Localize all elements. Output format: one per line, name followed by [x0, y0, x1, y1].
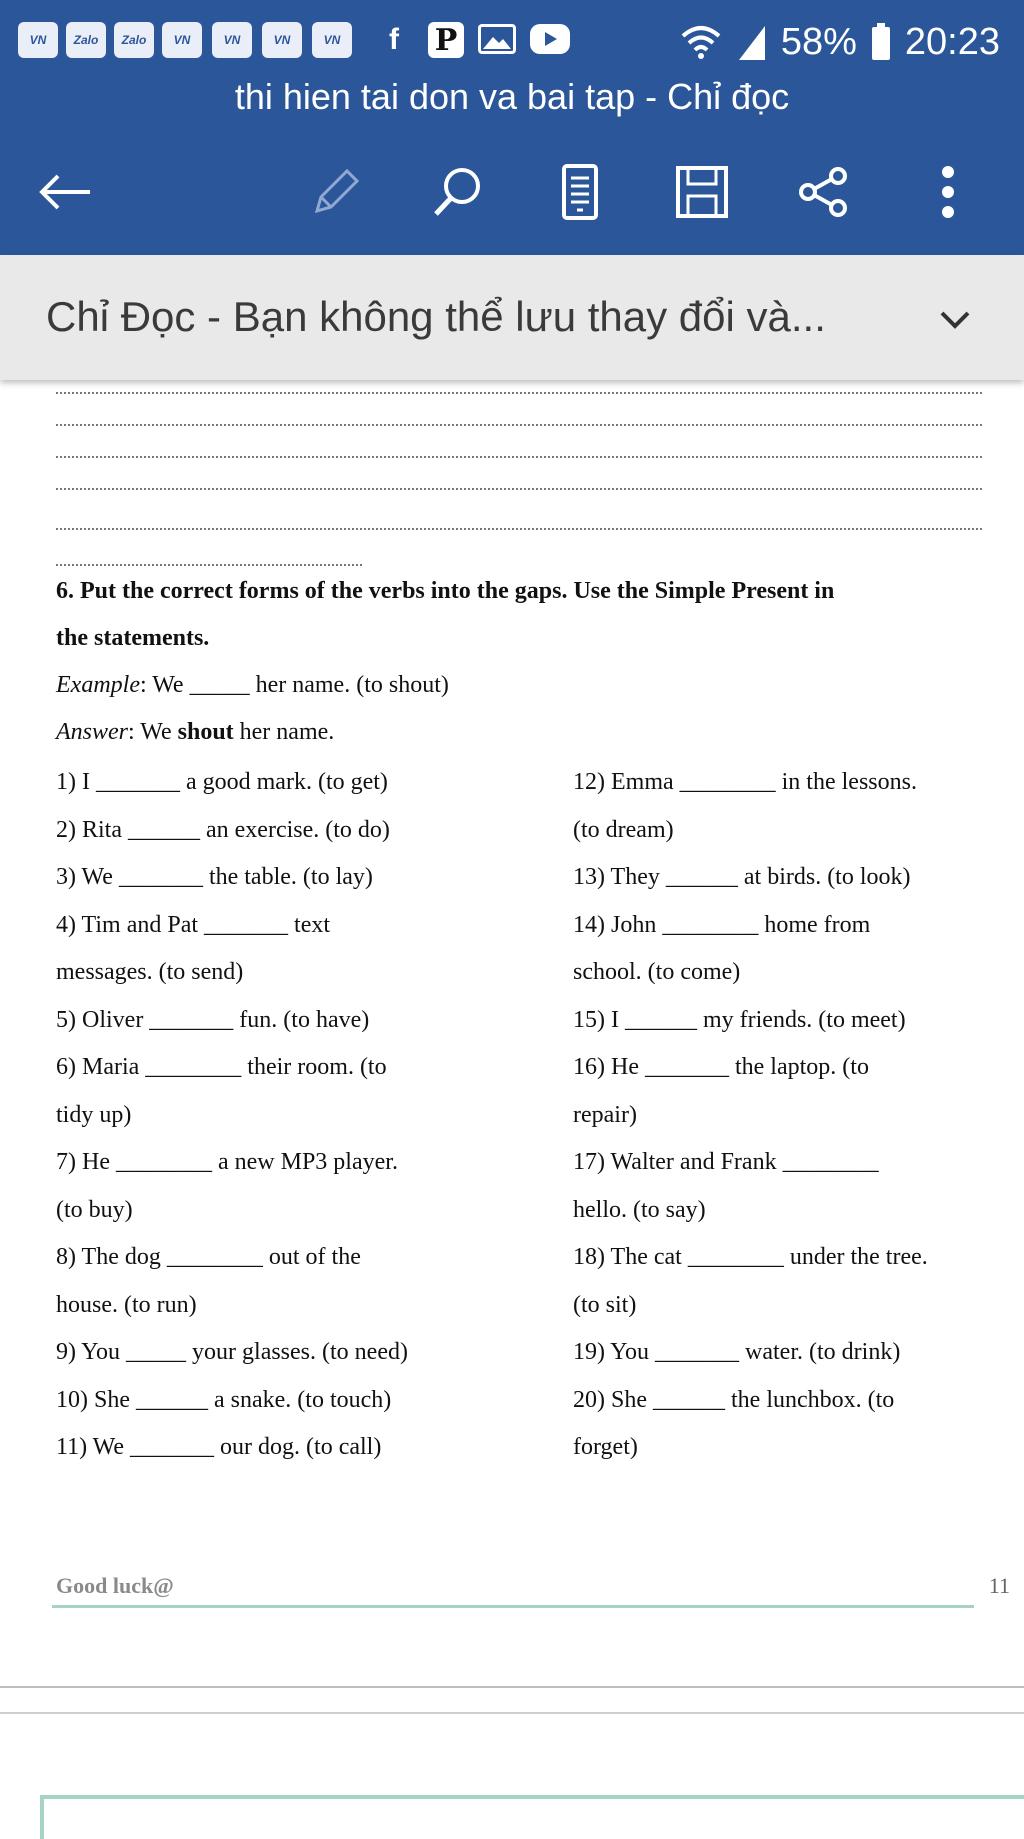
app-header [0, 0, 1024, 255]
exercise-line: 5) Oliver _______ fun. (to have) [56, 1006, 370, 1033]
zalo-icon: Zalo [114, 22, 154, 58]
answer-dotted-line [56, 392, 982, 394]
clock: 20:23 [904, 20, 1000, 63]
exercise-left-column [56, 759, 408, 1472]
page-separator [0, 1686, 1024, 1688]
answer-dotted-line [56, 456, 982, 458]
exercise-line: 8) The dog ________ out of the [56, 1244, 361, 1270]
exercise-line: 20) She ______ the lunchbox. (to [573, 1386, 895, 1413]
exercise-line: 10) She ______ a snake. (to touch) [56, 1386, 392, 1413]
read-only-banner[interactable] [0, 255, 1024, 380]
answer-dotted-line [56, 564, 362, 566]
answer-post: her name. [233, 719, 335, 745]
exercise-line: 2) Rita ______ an exercise. (to do) [56, 816, 390, 843]
answer-bold: shout [177, 719, 234, 745]
exercise-line: 9) You _____ your glasses. (to need) [56, 1339, 408, 1365]
page-number: 11 [988, 1573, 1010, 1598]
battery-icon [871, 23, 891, 61]
wifi-icon [679, 22, 723, 62]
exercise-heading [56, 568, 834, 756]
vn-news-icon: VN [212, 22, 252, 58]
exercise-line: school. (to come) [573, 959, 741, 985]
example-label: Example [56, 672, 140, 698]
search-icon[interactable] [428, 162, 488, 222]
answer-label: Answer [56, 719, 128, 745]
exercise-line: messages. (to send) [56, 959, 244, 985]
page-separator [0, 1712, 1024, 1714]
exercise-line: hello. (to say) [573, 1196, 706, 1223]
answer-line [56, 709, 834, 756]
exercise-line: 19) You _______ water. (to drink) [573, 1339, 901, 1365]
vn-news-icon: VN [262, 22, 302, 58]
battery-percent: 58% [780, 20, 857, 63]
exercise-line: repair) [573, 1101, 637, 1128]
exercise-line: 17) Walter and Frank ________ [573, 1149, 879, 1175]
exercise-line: 7) He ________ a new MP3 player. [56, 1149, 398, 1175]
document-title: thi hien tai don va bai tap - Chỉ đọc [234, 76, 790, 117]
back-arrow-icon[interactable] [34, 162, 94, 222]
exercise-line: 15) I ______ my friends. (to meet) [573, 1006, 906, 1033]
edit-pencil-icon[interactable] [306, 162, 366, 222]
exercise-line: 16) He _______ the laptop. (to [573, 1054, 869, 1080]
answer-pre: : We [128, 719, 178, 745]
example-text: : We _____ her name. (to shout) [139, 672, 449, 698]
more-options-icon[interactable] [918, 162, 978, 222]
signal-icon [737, 22, 767, 62]
zalo-icon: Zalo [66, 22, 106, 58]
read-only-message: Chỉ Đọc - Bạn không thể lưu thay đổi và... [46, 293, 826, 340]
exercise-line: (to sit) [573, 1291, 637, 1318]
answer-dotted-line [56, 528, 982, 530]
exercise-line: (to dream) [573, 816, 674, 843]
exercise-line: 14) John ________ home from [573, 911, 871, 938]
heading-line: 6. Put the correct forms of the verbs into the gaps. Use the Simple Present in [56, 578, 835, 604]
app-toolbar [0, 150, 1024, 230]
exercise-line: 11) We _______ our dog. (to call) [56, 1434, 382, 1460]
answer-dotted-line [56, 488, 982, 490]
next-page-border [40, 1795, 1024, 1839]
footer-divider [52, 1605, 974, 1608]
p-app-icon: P [428, 22, 464, 58]
gallery-icon [478, 24, 516, 54]
vn-news-icon: VN [18, 22, 58, 58]
vn-news-icon: VN [312, 22, 352, 58]
reading-view-icon[interactable] [550, 162, 610, 222]
facebook-icon: f [389, 23, 399, 56]
exercise-line: 12) Emma ________ in the lessons. [573, 769, 917, 795]
example-line [56, 662, 834, 709]
answer-dotted-line [56, 424, 982, 426]
exercise-line: 18) The cat ________ under the tree. [573, 1244, 928, 1270]
youtube-icon [530, 24, 570, 54]
exercise-right-column [573, 759, 928, 1472]
exercise-line: 4) Tim and Pat _______ text [56, 911, 331, 938]
status-bar [0, 10, 1024, 66]
exercise-line: 1) I _______ a good mark. (to get) [56, 769, 388, 795]
exercise-line: 13) They ______ at birds. (to look) [573, 864, 911, 890]
save-icon[interactable] [672, 162, 732, 222]
exercise-line: tidy up) [56, 1101, 132, 1128]
document-page [0, 380, 1024, 1680]
exercise-line: house. (to run) [56, 1291, 197, 1318]
exercise-line: forget) [573, 1434, 638, 1460]
exercise-line: 6) Maria ________ their room. (to [56, 1054, 387, 1080]
exercise-line: 3) We _______ the table. (to lay) [56, 864, 373, 890]
exercise-line: (to buy) [56, 1196, 133, 1223]
footer-text: Good luck@ [56, 1573, 174, 1598]
heading-line: the statements. [56, 625, 210, 651]
vn-news-icon: VN [162, 22, 202, 58]
chevron-down-icon[interactable] [930, 295, 980, 345]
share-icon[interactable] [794, 162, 854, 222]
